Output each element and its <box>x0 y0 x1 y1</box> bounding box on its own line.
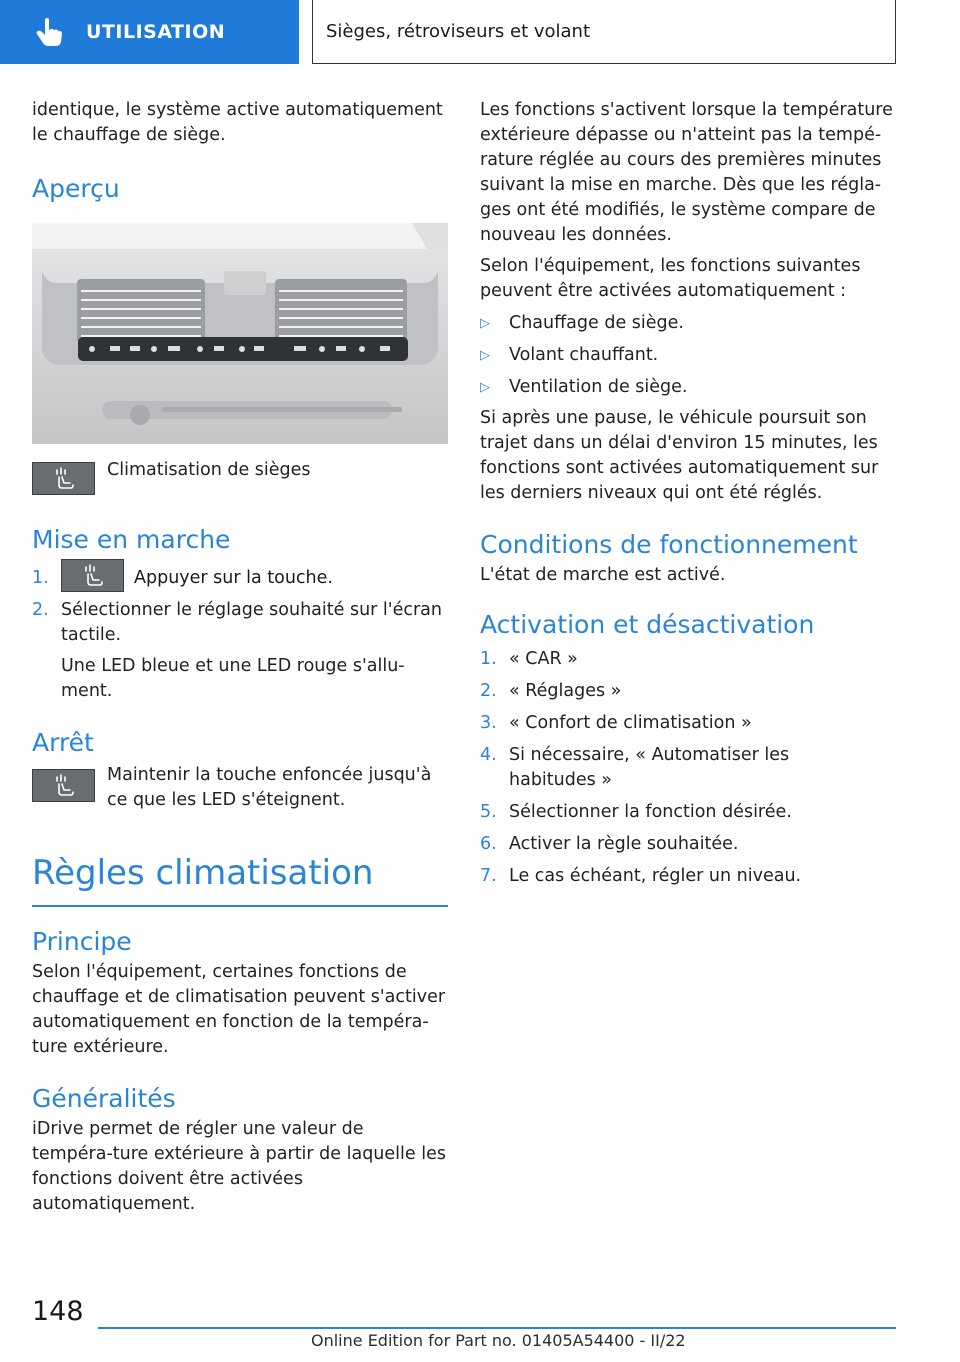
step-text: Sélectionner le réglage souhaité sur l'écran tactile. <box>61 600 442 645</box>
step-number: 4. <box>480 745 497 765</box>
mise-en-marche-heading: Mise en marche <box>32 525 231 554</box>
bullet-item <box>480 343 896 368</box>
triangle-bullet-icon: ▷ <box>480 348 490 363</box>
dashboard-vents-illustration <box>32 223 448 444</box>
bullet-item <box>480 375 896 400</box>
regles-climatisation-heading: Règles climatisation <box>32 853 374 893</box>
activation-step <box>480 800 896 825</box>
seat-climate-icon <box>53 467 75 491</box>
step-text: « CAR » <box>509 649 578 669</box>
mise-step-1 <box>32 566 448 592</box>
activation-step <box>480 679 896 704</box>
apercu-heading: Aperçu <box>32 174 120 203</box>
step-text: Sélectionner la fonction désirée. <box>509 802 792 822</box>
seat-climate-button-image <box>61 559 124 592</box>
seat-climate-icon <box>53 774 75 798</box>
step-number: 2. <box>32 600 49 620</box>
seat-climate-icon <box>82 564 104 588</box>
step-text: Appuyer sur la touche. <box>134 568 333 588</box>
section-tab[interactable] <box>0 0 299 64</box>
step-number: 1. <box>32 568 49 588</box>
principe-heading: Principe <box>32 926 132 956</box>
bullet-text: Ventilation de siège. <box>509 377 688 397</box>
right-column <box>480 98 896 889</box>
right-paragraph-1: Les fonctions s'activent lorsque la température extérieure dépasse ou n'atteint pas la tempé-rature réglée au cours des premières minutes suivant la mise en marche. Dès que les régla-ges ont été modifiés, le système compare de nouveau les données. <box>480 100 893 245</box>
activation-step <box>480 647 896 672</box>
page-number: 148 <box>32 1296 84 1327</box>
activation-step <box>480 711 896 736</box>
step-text: Le cas échéant, régler un niveau. <box>509 866 802 886</box>
principe-text: Selon l'équipement, certaines fonctions de chauffage et de climatisation peuvent s'activer automatiquement en fonction de la tempéra-ture extérieure. <box>32 961 446 1057</box>
step-text: Activer la règle souhaitée. <box>509 834 739 854</box>
step-text: Si nécessaire, « Automatiser les habitudes » <box>509 745 790 790</box>
bullet-text: Chauffage de siège. <box>509 313 684 333</box>
hand-pointer-icon <box>36 17 62 47</box>
step-text: « Confort de climatisation » <box>509 713 752 733</box>
footer-rule <box>98 1327 896 1329</box>
right-paragraph-2: Selon l'équipement, les fonctions suivantes peuvent être activées automatiquement : <box>480 256 861 301</box>
chapter-title: Sièges, rétroviseurs et volant <box>312 0 896 64</box>
seat-climate-button-image <box>32 462 95 495</box>
bullet-item <box>480 311 896 336</box>
activation-step <box>480 832 896 857</box>
left-column <box>32 98 448 1217</box>
activation-heading: Activation et désactivation <box>480 610 815 639</box>
edition-footer: Online Edition for Part no. 01405A54400 - II/22 <box>311 1331 686 1350</box>
apercu-caption: Climatisation de sièges <box>107 460 311 480</box>
triangle-bullet-icon: ▷ <box>480 316 490 331</box>
bullet-text: Volant chauffant. <box>509 345 659 365</box>
seat-climate-button-image <box>32 769 95 802</box>
activation-step <box>480 743 896 793</box>
intro-paragraph: identique, le système active automatiquement le chauffage de siège. <box>32 100 443 145</box>
step-number: 6. <box>480 834 497 854</box>
triangle-bullet-icon: ▷ <box>480 380 490 395</box>
step-number: 1. <box>480 649 497 669</box>
climate-panel-photo <box>32 223 448 444</box>
arret-text: Maintenir la touche enfoncée jusqu'à ce que les LED s'éteignent. <box>107 765 432 810</box>
conditions-text: L'état de marche est activé. <box>480 565 726 585</box>
conditions-heading: Conditions de fonctionnement <box>480 530 858 559</box>
generalites-text: iDrive permet de régler une valeur de tempéra-ture extérieure à partir de laquelle les fonctions doivent être activées automatiquement. <box>32 1118 446 1214</box>
mise-step-2 <box>32 598 448 704</box>
step-number: 5. <box>480 802 497 822</box>
step-number: 3. <box>480 713 497 733</box>
step-number: 2. <box>480 681 497 701</box>
right-paragraph-3: Si après une pause, le véhicule poursuit son trajet dans un délai d'environ 15 minutes, les fonctions sont activées automatiquement sur les derniers niveaux qui ont été réglés. <box>480 408 879 503</box>
arret-heading: Arrêt <box>32 728 94 757</box>
step-text: « Réglages » <box>509 681 622 701</box>
section-tab-label: UTILISATION <box>86 21 226 43</box>
heading-rule <box>32 905 448 907</box>
activation-step <box>480 864 896 889</box>
step-extra-text: Une LED bleue et une LED rouge s'allu-ment. <box>61 656 405 701</box>
generalites-heading: Généralités <box>32 1083 176 1113</box>
step-number: 7. <box>480 866 497 886</box>
